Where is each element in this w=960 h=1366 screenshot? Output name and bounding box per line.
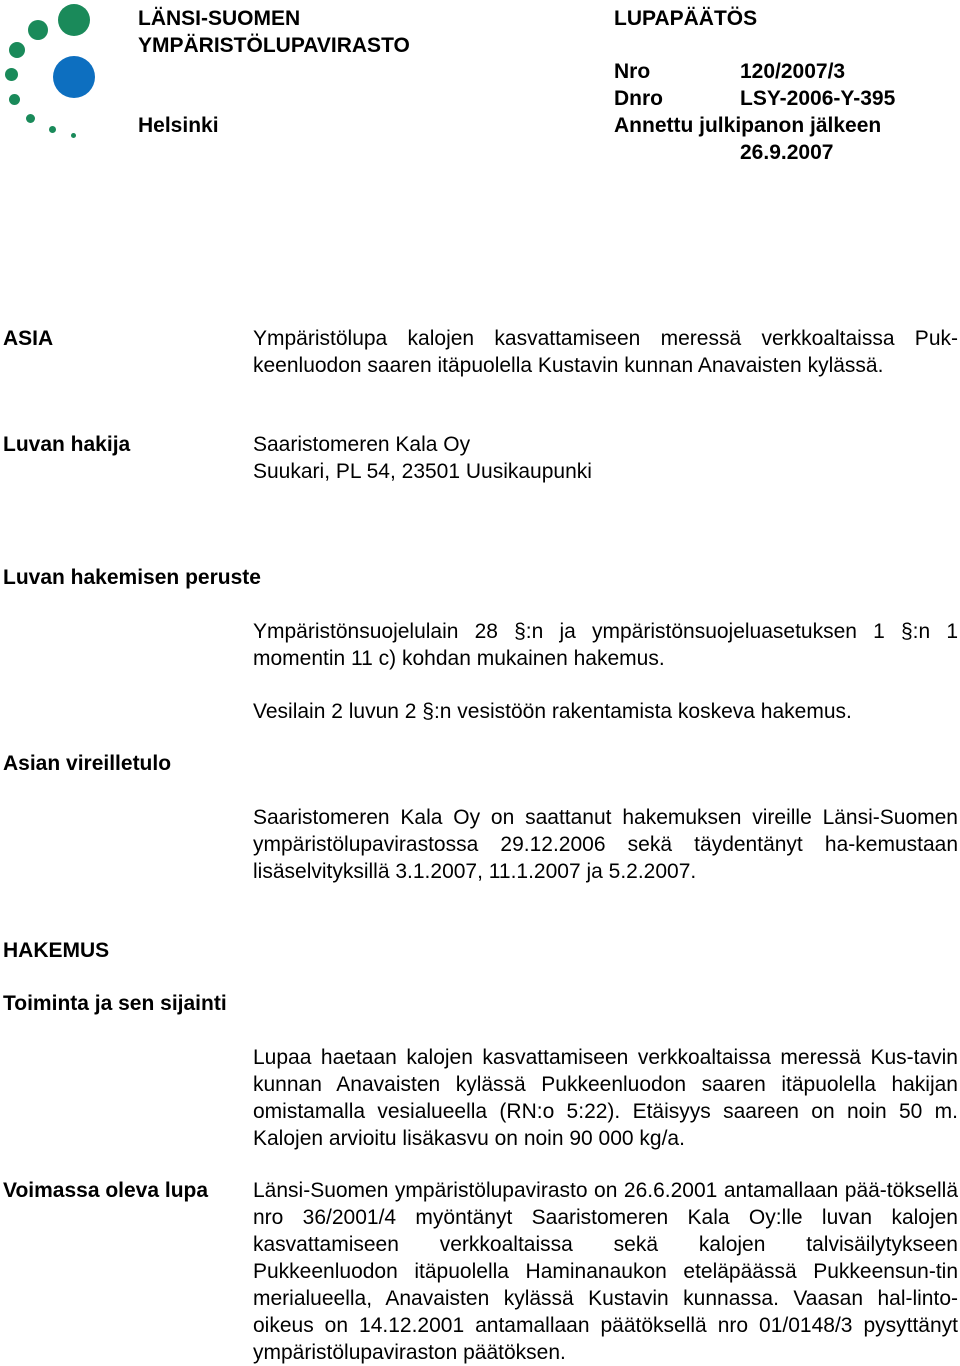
nro-label: Nro [614, 60, 651, 83]
org-city: Helsinki [138, 114, 219, 137]
dnro-value: LSY-2006-Y-395 [740, 87, 896, 110]
hakija-address: Suukari, PL 54, 23501 Uusikaupunki [253, 460, 592, 483]
logo-dot [49, 126, 56, 133]
voimassa-label: Voimassa oleva lupa [3, 1179, 209, 1202]
logo-dot [9, 42, 25, 58]
hakija-label: Luvan hakija [3, 433, 131, 456]
nro-value: 120/2007/3 [740, 60, 846, 83]
logo-dot [28, 20, 48, 40]
given-date: 26.9.2007 [740, 141, 834, 164]
asia-text: Ympäristölupa kalojen kasvattamiseen meressä verkkoaltaissa Puk-keenluodon saaren itäpuolella Kustavin kunnan Anavaisten kylässä. [253, 327, 958, 377]
logo-dot [71, 133, 76, 138]
document-type: LUPAPÄÄTÖS [614, 7, 758, 30]
hakemus-heading: HAKEMUS [3, 939, 110, 962]
voimassa-text: Länsi-Suomen ympäristölupavirasto on 26.6.2001 antamallaan pää-töksellä nro 36/2001/4 myöntänyt Saaristomeren Kala Oy:lle luvan kalojen kasvattamiseen verkkoaltaissa sekä kalojen talvisäilytykseen Pukkeenluodon itäpuolella Haminanaukon eteläpäässä Pukkeensun-tin merialueella, Anavaisten kylässä Kustavin kunnassa. Vaasan hal-linto-oikeus on 14.12.2001 antamallaan päätöksellä nro 01/0148/3 pysyttänyt ympäristölupaviraston päätöksen. [253, 1179, 958, 1364]
toiminta-label: Toiminta ja sen sijainti [3, 992, 227, 1015]
peruste-text-2: Vesilain 2 luvun 2 §:n vesistöön rakentamista koskeva hakemus. [253, 700, 852, 723]
vireille-label: Asian vireilletulo [3, 752, 172, 775]
logo-dot [58, 4, 90, 36]
org-name-line1: LÄNSI-SUOMEN [138, 7, 301, 30]
logo-dot [26, 114, 35, 123]
peruste-label: Luvan hakemisen peruste [3, 566, 261, 589]
peruste-text-1: Ympäristönsuojelulain 28 §:n ja ympäristönsuojeluasetuksen 1 §:n 1 momentin 11 c) kohdan mukainen hakemus. [253, 620, 958, 670]
logo-dot [53, 56, 95, 98]
given-label: Annettu julkipanon jälkeen [614, 114, 882, 137]
org-name-line2: YMPÄRISTÖLUPAVIRASTO [138, 34, 410, 57]
agency-logo [0, 0, 110, 140]
logo-dot [9, 94, 20, 105]
asia-label: ASIA [3, 327, 54, 350]
hakija-name: Saaristomeren Kala Oy [253, 433, 471, 456]
logo-dot [5, 68, 18, 81]
dnro-label: Dnro [614, 87, 663, 110]
toiminta-text: Lupaa haetaan kalojen kasvattamiseen verkkoaltaissa meressä Kus-tavin kunnan Anavaisten kylässä Pukkeenluodon saaren itäpuolella hakijan omistamalla vesialueella (RN:o 5:22). Etäisyys saareen on noin 50 m. Kalojen arvioitu lisäkasvu on noin 90 000 kg/a. [253, 1046, 958, 1150]
vireille-text: Saaristomeren Kala Oy on saattanut hakemuksen vireille Länsi-Suomen ympäristölupavirastossa 29.12.2006 sekä täydentänyt ha-kemustaan lisäselvityksillä 3.1.2007, 11.1.2007 ja 5.2.2007. [253, 806, 958, 883]
